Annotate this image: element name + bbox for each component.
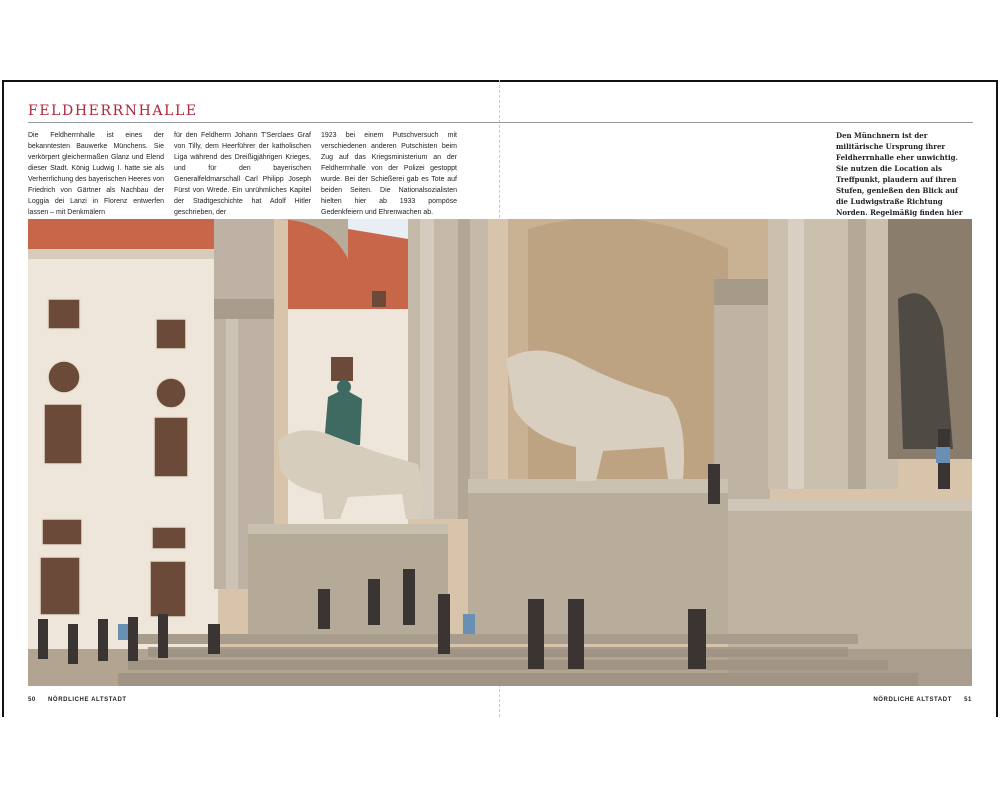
photo-caption: Den Münchnern ist der militärische Ursprung ihrer Feldherrnhalle eher unwichtig. Sie nutzen die Location als Treffpunkt, plaudern auf ihren Stufen, genießen den Blick auf die Ludwigstraße Richtung Norden. Regelmäßig finden hier <box>836 131 963 217</box>
left-running-footer: NÖRDLICHE ALTSTADT <box>48 697 127 703</box>
body-column-3: 1923 bei einem Putschversuch mit verschiedenen anderen Putschisten beim Zug auf das Kriegsministerium an der Feldherrnhalle von der Polizei gestoppt wurde. Bei der Schießerei gab es Tote auf beiden Seiten. Die Nationalsozialisten hielten hier ab 1933 pompöse Gedenkfeiern und Ehrenwachen ab. <box>321 132 457 216</box>
right-page-number: 51 <box>964 697 972 703</box>
body-column-2: für den Feldherrn Johann T'Serclaes Graf von Tilly, dem Heerführer der katholischen Liga während des Dreißigjährigen Krieges, und für den bayerischen Generalfeldmarschall Carl Philipp Joseph Fürst von Wrede. Ein unrühmliches Kapitel der Stadtgeschichte hat Adolf Hitler geschrieben, der <box>174 132 311 216</box>
body-column-1: Die Feldherrnhalle ist eines der bekanntesten Bauwerke Münchens. Sie verkörpert gleichermaßen Glanz und Elend dieser Stadt. König Ludwig I. hatte sie als Verherrlichung des bayerischen Heeres von Friedrich von Gärtner als Nachbau der Loggia dei Lanzi in Florenz entwerfen lassen – mit Denkmälern <box>28 132 164 216</box>
page-title: FELDHERRNHALLE <box>28 103 198 119</box>
left-page-number: 50 <box>28 697 36 703</box>
feldherrnhalle-photo <box>28 219 972 686</box>
title-rule <box>28 122 973 123</box>
right-running-footer: NÖRDLICHE ALTSTADT <box>873 697 952 703</box>
